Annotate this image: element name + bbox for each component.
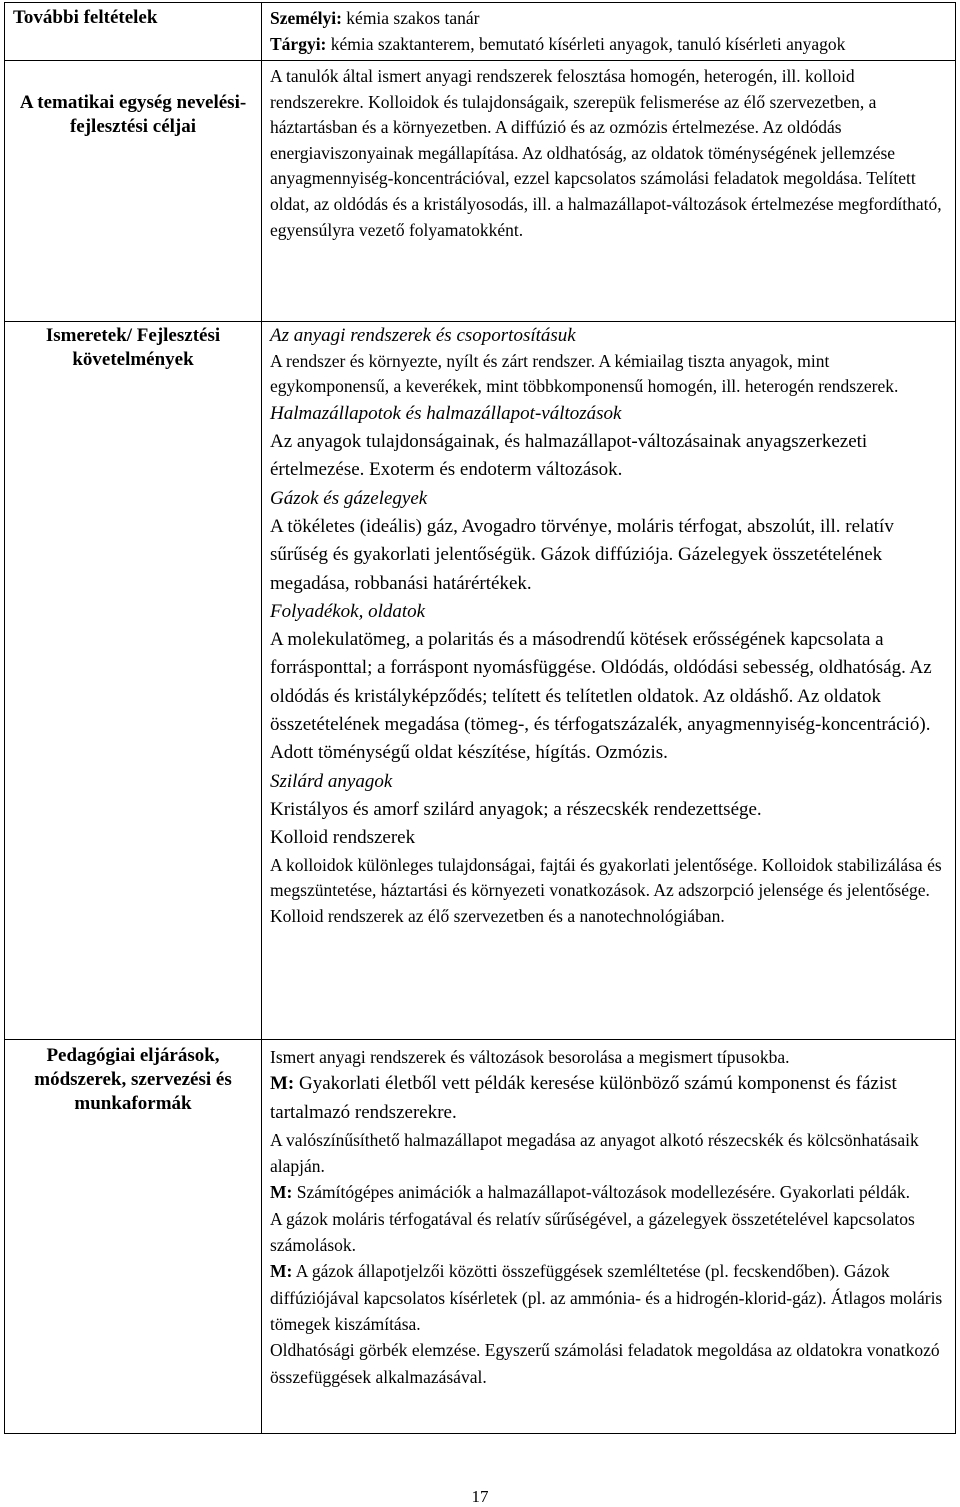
section-text: A tökéletes (ideális) gáz, Avogadro törvénye, moláris térfogat, abszolút, ill. relatív sűrűség és gyakorlati jelentőségük. Gázok diffúziója. Gázelegyek összetételének megadása, robbanási határértékek. (270, 515, 894, 594)
personal-value: kémia szakos tanár (346, 8, 480, 28)
material-value: kémia szaktanterem, bemutató kísérleti anyagok, tanuló kísérleti anyagok (330, 33, 846, 54)
section-heading: Szilárd anyagok (270, 770, 393, 792)
method-m-paragraph (270, 1070, 951, 1127)
personal-label: Személyi: (270, 8, 342, 28)
section-text: Az anyagok tulajdonságainak, és halmazállapot-változásainak anyagszerkezeti értelmezése. Exoterm és endoterm változások. (270, 431, 868, 481)
section-heading: Halmazállapotok és halmazállapot-változások (270, 402, 622, 424)
row-content (262, 322, 956, 1040)
m-label: M: (270, 1182, 293, 1203)
section-text: A rendszer és környezte, nyílt és zárt rendszer. A kémiailag tiszta anyagok, mint egykomponensű, a keverékek, mint többkomponensű homogén, ill. heterogén rendszerek. (270, 350, 899, 397)
method-paragraph: A gázok moláris térfogatával és relatív sűrűségével, a gázelegyek összetételével kapcsolatos számolások. (270, 1208, 915, 1256)
section (270, 598, 951, 768)
method-paragraph: Ismert anyagi rendszerek és változások besorolása a megismert típusokba. (270, 1047, 790, 1067)
section-text: A kolloidok különleges tulajdonságai, fajtái és gyakorlati jelentősége. Kolloidok stabilizálása és megszüntetése, háztartási és környezeti vonatkozások. Az adszorpció jelensége és jelentősége. Kolloid rendszerek az élő szervezetben és a nanotechnológiában. (270, 854, 942, 926)
row-content (262, 3, 956, 61)
method-paragraph: Oldhatósági görbék elemzése. Egyszerű számolási feladatok megoldása az oldatokra vonatkozó összefüggések alkalmazásával. (270, 1340, 940, 1387)
table-row (5, 1040, 956, 1434)
row-content (262, 61, 956, 322)
section-text: A molekulatömeg, a polaritás és a másodrendű kötések erősségének kapcsolata a forrásponttal; a forráspont nyomásfüggése. Oldódás, oldódási sebesség, oldhatóság. Az oldódás és kristályképződés; telített és telítetlen oldatok. Az oldáshő. Az oldatok összetételének megadása (tömeg-, és térfogatszázalék, anyagmennyiség-koncentráció). Adott töménységű oldat készítése, hígítás. Ozmózis. (270, 629, 932, 764)
m-label: M: (270, 1261, 293, 1282)
section-heading: Gázok és gázelegyek (270, 487, 428, 509)
page-number: 17 (471, 1487, 489, 1506)
personal-line (270, 6, 951, 32)
row-label: További feltételek (5, 3, 262, 61)
table-row (5, 3, 956, 61)
row-content (262, 1040, 956, 1434)
section-text: Kristályos és amorf szilárd anyagok; a részecskék rendezettsége. (270, 798, 762, 820)
row-label: A tematikai egység nevelési-fejlesztési céljai (5, 61, 262, 322)
m-text: Számítógépes animációk a halmazállapot-változások modellezésére. Gyakorlati példák. (296, 1182, 910, 1203)
section-heading: Az anyagi rendszerek és csoportosításuk (270, 325, 576, 346)
section (270, 323, 951, 400)
section (270, 824, 951, 929)
method-m-paragraph (270, 1258, 951, 1337)
method-paragraph: A valószínűsíthető halmazállapot megadása az anyagot alkotó részecskék és kölcsönhatásaik alapján. (270, 1129, 919, 1177)
m-text: A gázok állapotjelzői közötti összefüggések szemléltetése (pl. fecskendőben). Gázok diffúziójával kapcsolatos kísérletek (pl. az ammónia- és a hidrogén-klorid-gáz). Átlagos moláris tömegek kiszámítása. (270, 1261, 943, 1334)
section-heading: Kolloid rendszerek (270, 827, 416, 849)
m-text: Gyakorlati életből vett példák keresése különböző számú komponenst és fázist tartalmazó rendszerekre. (270, 1073, 897, 1123)
table-row (5, 61, 956, 322)
row-label: Pedagógiai eljárások, módszerek, szervezési és munkaformák (5, 1040, 262, 1434)
section-heading: Folyadékok, oldatok (270, 600, 426, 622)
goals-text: A tanulók által ismert anyagi rendszerek felosztása homogén, heterogén, ill. kolloid rendszerekre. Kolloidok és tulajdonságaik, szerepük felismerése az élő szervezetben, a háztartásban és a környezetben. A diffúzió és az ozmózis értelmezése. Az oldódás energiaviszonyainak megállapítása. Az oldhatóság, az oldatok töménységének jellemzése anyagmennyiség-koncentrációval, ezzel kapcsolatos számolási feladatok megoldása. Telített oldat, az oldódás és a kristályosodás, ill. a halmazállapot-változások értelmezése megfordítható, egyensúlyra vezető folyamatokként. (270, 66, 942, 240)
material-line (270, 32, 951, 58)
material-label: Tárgyi: (270, 33, 327, 54)
curriculum-table (4, 2, 956, 1434)
section (270, 485, 951, 598)
section (270, 768, 951, 825)
method-m-paragraph (270, 1179, 951, 1205)
m-label: M: (270, 1073, 295, 1095)
row-label: Ismeretek/ Fejlesztési követelmények (5, 322, 262, 1040)
table-row (5, 322, 956, 1040)
section (270, 400, 951, 485)
